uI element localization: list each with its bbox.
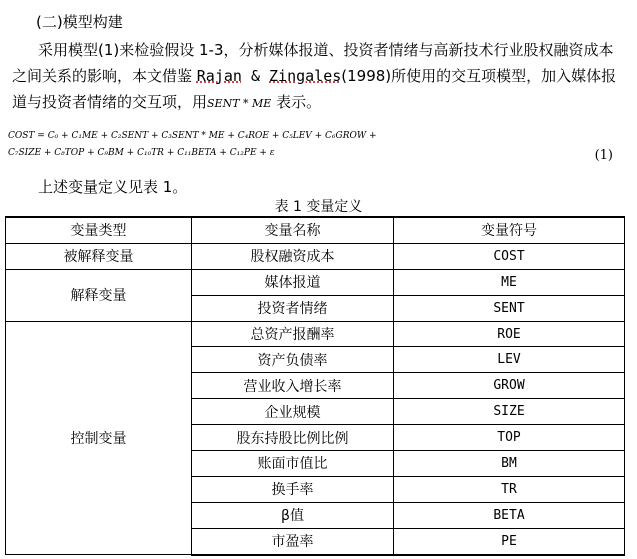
row-name: 投资者情绪: [192, 295, 394, 321]
var-me: ME: [252, 97, 272, 110]
group-control: 控制变量: [6, 321, 192, 555]
row-symbol: BETA: [394, 502, 625, 528]
variable-definition-table: [5, 216, 625, 556]
row-name: 媒体报道: [192, 269, 394, 295]
paragraph-text-2: (1998)所使用的交互项模型，加入媒体报道与投资者情绪的交互项，用: [12, 67, 617, 111]
row-symbol: GROW: [394, 373, 625, 399]
row-symbol: SENT: [394, 295, 625, 321]
group-dependent: 被解释变量: [6, 243, 192, 269]
row-name: 换手率: [192, 476, 394, 502]
row-name: 企业规模: [192, 399, 394, 425]
row-name: β值: [192, 502, 394, 528]
row-symbol: ME: [394, 269, 625, 295]
formula-line-1: COST = C₀ + C₁ME + C₂SENT + C₃SENT * ME + C₄ROE + C₅LEV + C₆GROW +: [8, 131, 377, 141]
var-sent: SENT: [207, 97, 240, 110]
row-name: 总资产报酬率: [192, 321, 394, 347]
var-times: *: [239, 97, 253, 110]
author-zingales: Zingales: [269, 67, 342, 85]
row-name: 账面市值比: [192, 451, 394, 477]
row-name: 资产负债率: [192, 347, 394, 373]
header-symbol: 变量符号: [394, 217, 625, 243]
table-row: [6, 269, 625, 295]
row-name: 营业收入增长率: [192, 373, 394, 399]
group-explanatory: 解释变量: [6, 269, 192, 321]
section-heading: (二)模型构建: [36, 13, 123, 31]
row-name: 股权融资成本: [192, 243, 394, 269]
intro-text: 上述变量定义见表 1。: [38, 178, 188, 196]
paragraph-text-1: 采用模型(1)来检验假设 1-3，分析媒体报道、投资者情绪与高新技术行业股权融资成本之间关系的影响，本文借鉴: [12, 41, 614, 85]
header-name: 变量名称: [192, 217, 394, 243]
row-symbol: BM: [394, 451, 625, 477]
equation-number: (1): [594, 148, 613, 163]
row-symbol: LEV: [394, 347, 625, 373]
paragraph-text-3: 表示。: [271, 93, 322, 111]
row-symbol: SIZE: [394, 399, 625, 425]
row-name: 市盈率: [192, 528, 394, 554]
table-caption: 表 1 变量定义: [274, 199, 363, 215]
table-row: [6, 243, 625, 269]
row-symbol: ROE: [394, 321, 625, 347]
formula-line-2: C₇SIZE + C₈TOP + C₉BM + C₁₀TR + C₁₁BETA + C₁₂PE + ε: [8, 148, 275, 158]
table-header-row: [6, 217, 625, 243]
row-symbol: TOP: [394, 425, 625, 451]
author-rajan: Rajan: [196, 67, 242, 85]
row-symbol: TR: [394, 476, 625, 502]
table-row: [6, 321, 625, 347]
ampersand: &: [241, 67, 270, 85]
body-paragraph: [12, 37, 624, 117]
header-type: 变量类型: [6, 217, 192, 243]
row-symbol: PE: [394, 528, 625, 554]
row-name: 股东持股比例比例: [192, 425, 394, 451]
row-symbol: COST: [394, 243, 625, 269]
